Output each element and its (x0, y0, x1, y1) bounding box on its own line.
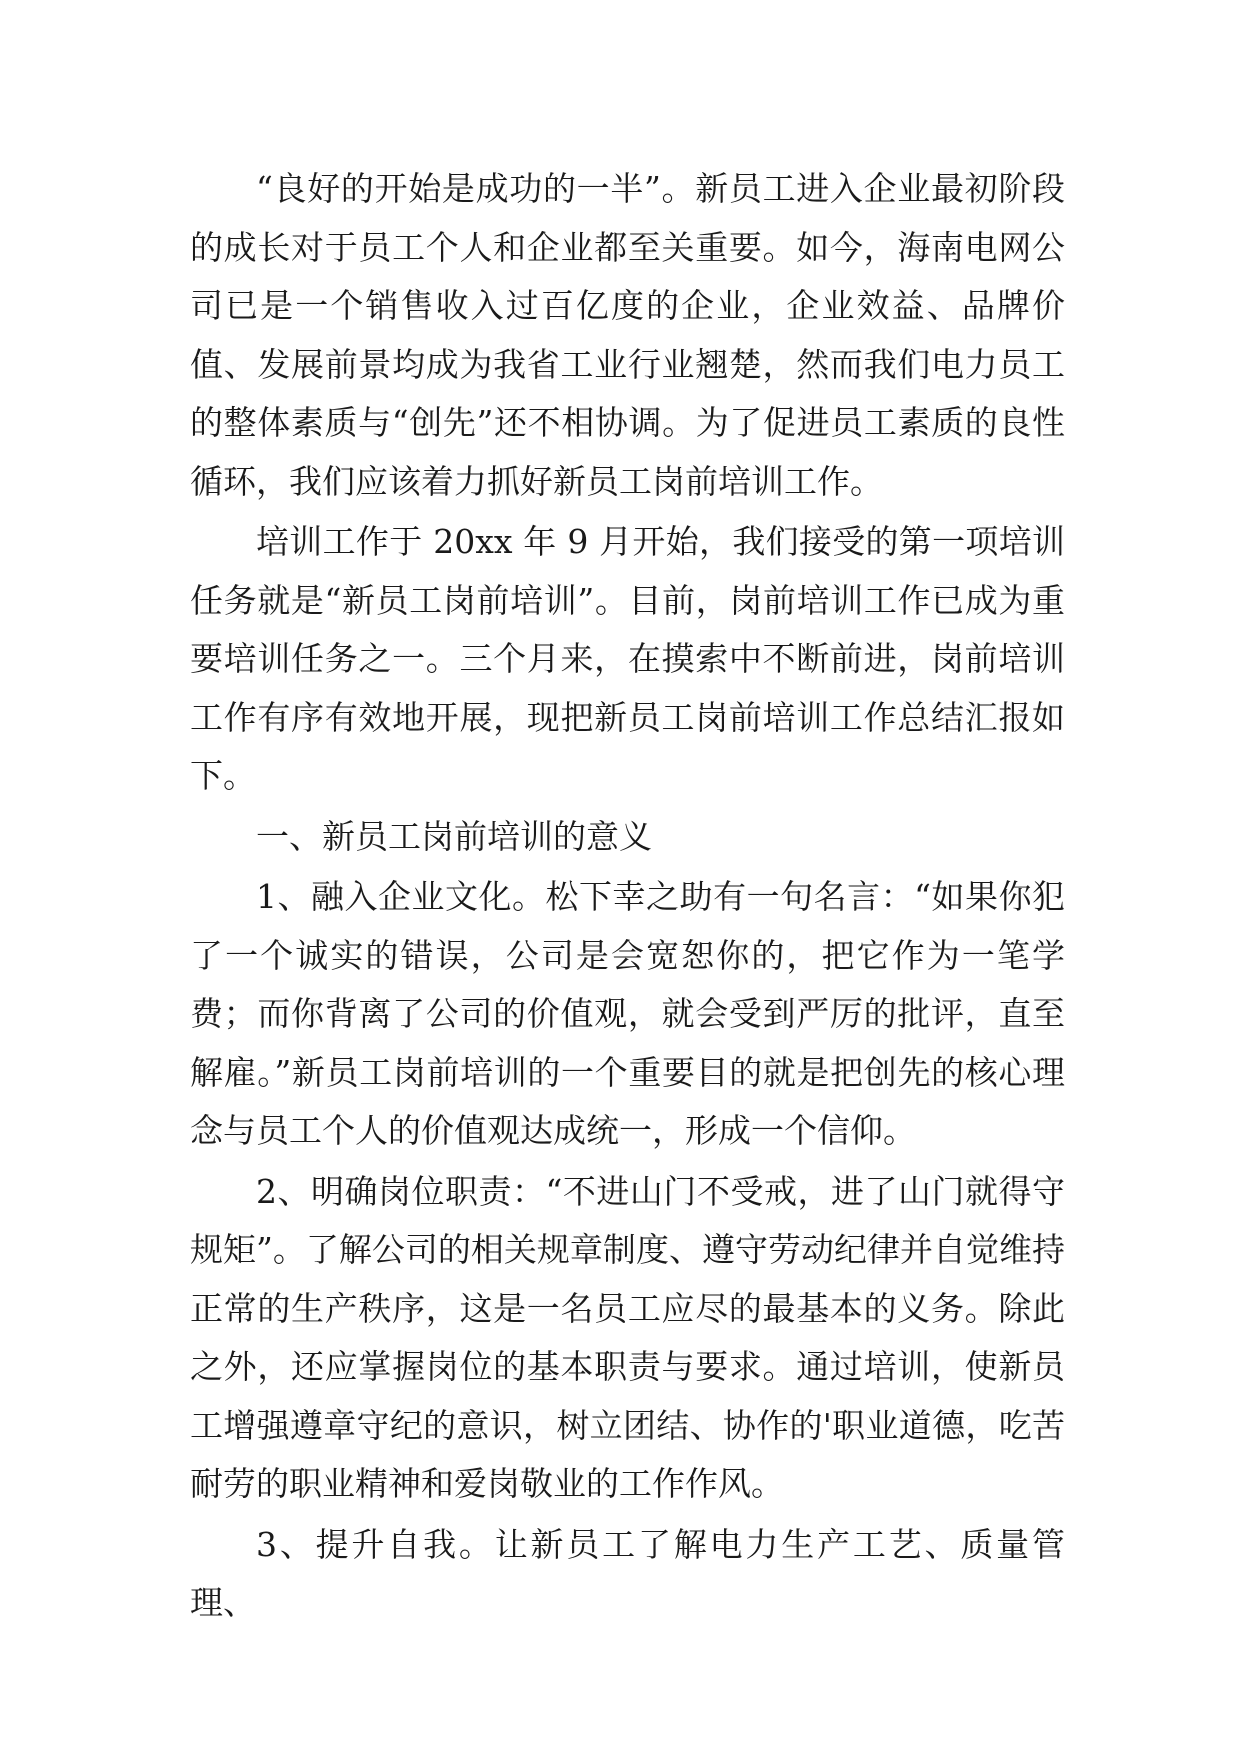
document-body (190, 160, 1065, 1635)
section-heading-significance: 一、新员工岗前培训的意义 (256, 816, 652, 856)
paragraph-point-3: 3、提升自我。让新员工了解电力生产工艺、质量管理、 (190, 1524, 1065, 1622)
paragraph-training-start: 培训工作于 20xx 年 9 月开始，我们接受的第一项培训任务就是“新员工岗前培训”。目前，岗前培训工作已成为重要培训任务之一。三个月来，在摸索中不断前进，岗前培训工作有序有效地开展，现把新员工岗前培训工作总结汇报如下。 (190, 522, 1065, 795)
paragraph-intro: “良好的开始是成功的一半”。新员工进入企业最初阶段的成长对于员工个人和企业都至关重要。如今，海南电网公司已是一个销售收入过百亿度的企业，企业效益、品牌价值、发展前景均成为我省工业行业翘楚，然而我们电力员工的整体素质与“创先”还不相协调。为了促进员工素质的良性循环，我们应该着力抓好新员工岗前培训工作。 (190, 169, 1065, 501)
paragraph-point-2: 2、明确岗位职责：“不进山门不受戒，进了山门就得守规矩”。了解公司的相关规章制度、遵守劳动纪律并自觉维持正常的生产秩序，这是一名员工应尽的最基本的义务。除此之外，还应掌握岗位的基本职责与要求。通过培训，使新员工增强遵章守纪的意识，树立团结、协作的'职业道德，吃苦耐劳的职业精神和爱岗敬业的工作作风。 (190, 1171, 1065, 1503)
paragraph-point-1: 1、融入企业文化。松下幸之助有一句名言：“如果你犯了一个诚实的错误，公司是会宽恕你的，把它作为一笔学费；而你背离了公司的价值观，就会受到严厉的批评，直至解雇。”新员工岗前培训的一个重要目的就是把创先的核心理念与员工个人的价值观达成统一，形成一个信仰。 (190, 877, 1065, 1150)
